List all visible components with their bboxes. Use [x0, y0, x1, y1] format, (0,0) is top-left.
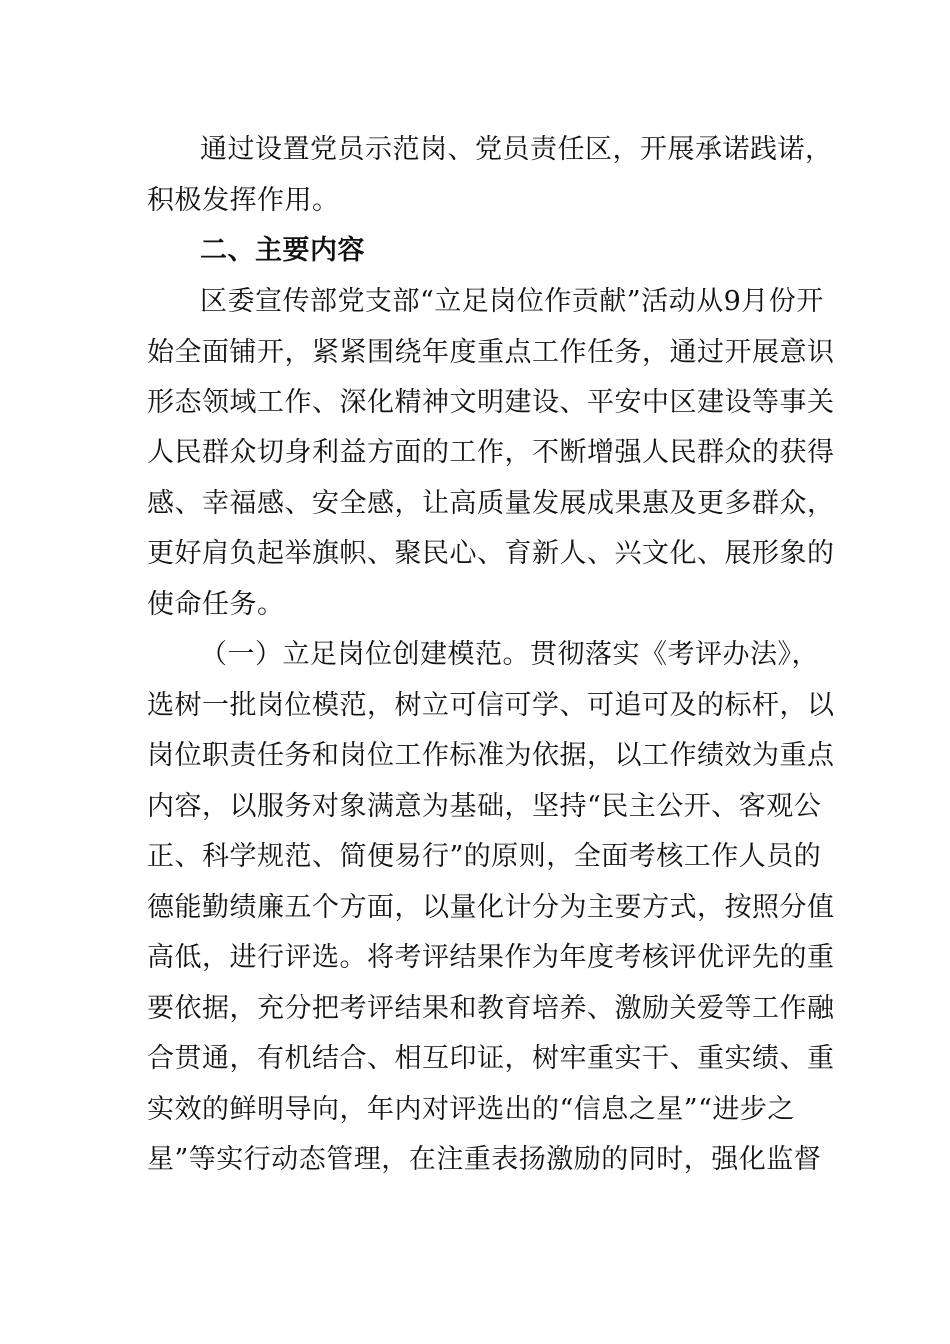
body-text-line: 选树一批岗位模范，树立可信可学、可追可及的标杆，以: [147, 690, 835, 721]
body-text-line: 内容，以服务对象满意为基础，坚持“民主公开、客观公: [147, 791, 822, 822]
body-text-line: 要依据，充分把考评结果和教育培养、激励关爱等工作融: [147, 993, 835, 1024]
body-text-line: 德能勤绩廉五个方面，以量化计分为主要方式，按照分值: [147, 892, 835, 923]
body-text-line: 使命任务。: [147, 589, 285, 620]
body-text-line: 形态领域工作、深化精神文明建设、平安中区建设等事关: [147, 387, 835, 418]
body-text-line: 通过设置党员示范岗、党员责任区，开展承诺践诺，: [200, 134, 833, 165]
body-text-line: 更好肩负起举旗帜、聚民心、育新人、兴文化、展形象的: [147, 538, 835, 569]
body-text-line: 感、幸福感、安全感，让高质量发展成果惠及更多群众，: [147, 488, 835, 519]
body-text-line: 高低，进行评选。将考评结果作为年度考核评优评先的重: [147, 942, 835, 973]
body-text-line: 正、科学规范、简便易行”的原则，全面考核工作人员的: [147, 841, 822, 872]
body-text-line: 岗位职责任务和岗位工作标准为依据，以工作绩效为重点: [147, 740, 835, 771]
section-heading: 二、主要内容: [200, 235, 365, 266]
body-text-line: 实效的鲜明导向，年内对评选出的“信息之星”“进步之: [147, 1094, 795, 1125]
body-text-line: 合贯通，有机结合、相互印证，树牢重实干、重实绩、重: [147, 1043, 835, 1074]
body-text-line: 积极发挥作用。: [147, 185, 340, 216]
body-text-line: （一）立足岗位创建模范。贯彻落实《考评办法》，: [200, 639, 819, 670]
body-text-line: 星”等实行动态管理，在注重表扬激励的同时，强化监督: [147, 1144, 822, 1175]
body-text-line: 人民群众切身利益方面的工作，不断增强人民群众的获得: [147, 437, 835, 468]
body-text-line: 始全面铺开，紧紧围绕年度重点工作任务，通过开展意识: [147, 337, 835, 368]
body-text-line: 区委宣传部党支部“立足岗位作贡献”活动从9月份开: [200, 286, 824, 317]
